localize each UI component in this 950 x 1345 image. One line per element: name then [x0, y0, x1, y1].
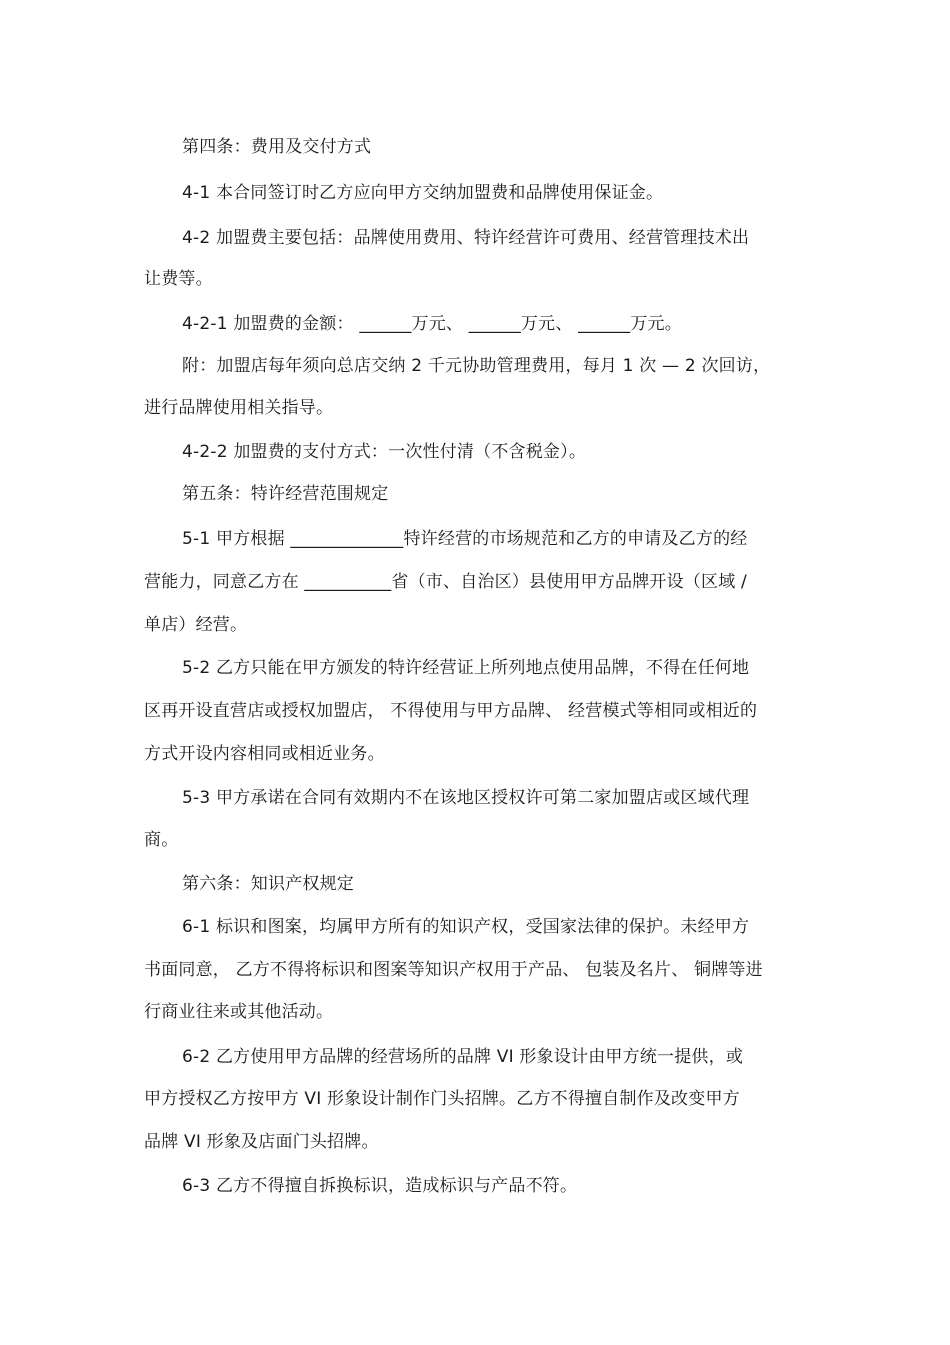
note-line2: 进行品牌使用相关指导。 — [144, 398, 334, 418]
article-6-heading: 第六条：知识产权规定 — [182, 874, 354, 894]
clause-4-2-2: 4-2-2 加盟费的支付方式：一次性付清（不含税金）。 — [182, 442, 587, 462]
clause-4-2-1: 4-2-1 加盟费的金额： ______万元、 ______万元、 ______万元。 — [182, 314, 682, 334]
clause-4-2-line1: 4-2 加盟费主要包括：品牌使用费用、特许经营许可费用、经营管理技术出 — [182, 228, 750, 248]
clause-6-1-line1: 6-1 标识和图案，均属甲方所有的知识产权，受国家法律的保护。未经甲方 — [182, 917, 750, 937]
clause-6-2-line2: 甲方授权乙方按甲方 VI 形象设计制作门头招牌。乙方不得擅自制作及改变甲方 — [144, 1089, 740, 1109]
article-5-heading: 第五条：特许经营范围规定 — [182, 484, 389, 504]
clause-5-1-line3: 单店）经营。 — [144, 615, 248, 635]
clause-5-1-line2: 营能力，同意乙方在 __________省（市、自治区）县使用甲方品牌开设（区域 / — [144, 572, 747, 592]
clause-5-1-line1: 5-1 甲方根据 _____________特许经营的市场规范和乙方的申请及乙方的经 — [182, 529, 748, 549]
clause-6-3: 6-3 乙方不得擅自拆换标识，造成标识与产品不符。 — [182, 1176, 578, 1196]
clause-6-1-line3: 行商业往来或其他活动。 — [144, 1002, 334, 1022]
clause-4-1: 4-1 本合同签订时乙方应向甲方交纳加盟费和品牌使用保证金。 — [182, 183, 664, 203]
clause-6-1-line2: 书面同意， 乙方不得将标识和图案等知识产权用于产品、 包装及名片、 铜牌等进 — [144, 960, 763, 980]
clause-5-3-line1: 5-3 甲方承诺在合同有效期内不在该地区授权许可第二家加盟店或区域代理 — [182, 788, 750, 808]
clause-6-2-line3: 品牌 VI 形象及店面门头招牌。 — [144, 1132, 379, 1152]
clause-5-3-line2: 商。 — [144, 830, 179, 850]
clause-6-2-line1: 6-2 乙方使用甲方品牌的经营场所的品牌 VI 形象设计由甲方统一提供，或 — [182, 1047, 744, 1067]
clause-5-2-line2: 区再开设直营店或授权加盟店， 不得使用与甲方品牌、 经营模式等相同或相近的 — [144, 701, 758, 721]
note-line1: 附：加盟店每年须向总店交纳 2 千元协助管理费用，每月 1 次 — 2 次回访， — [182, 356, 771, 376]
clause-4-2-line2: 让费等。 — [144, 269, 213, 289]
clause-5-2-line3: 方式开设内容相同或相近业务。 — [144, 744, 385, 764]
article-4-heading: 第四条：费用及交付方式 — [182, 137, 372, 157]
clause-5-2-line1: 5-2 乙方只能在甲方颁发的特许经营证上所列地点使用品牌，不得在任何地 — [182, 658, 750, 678]
